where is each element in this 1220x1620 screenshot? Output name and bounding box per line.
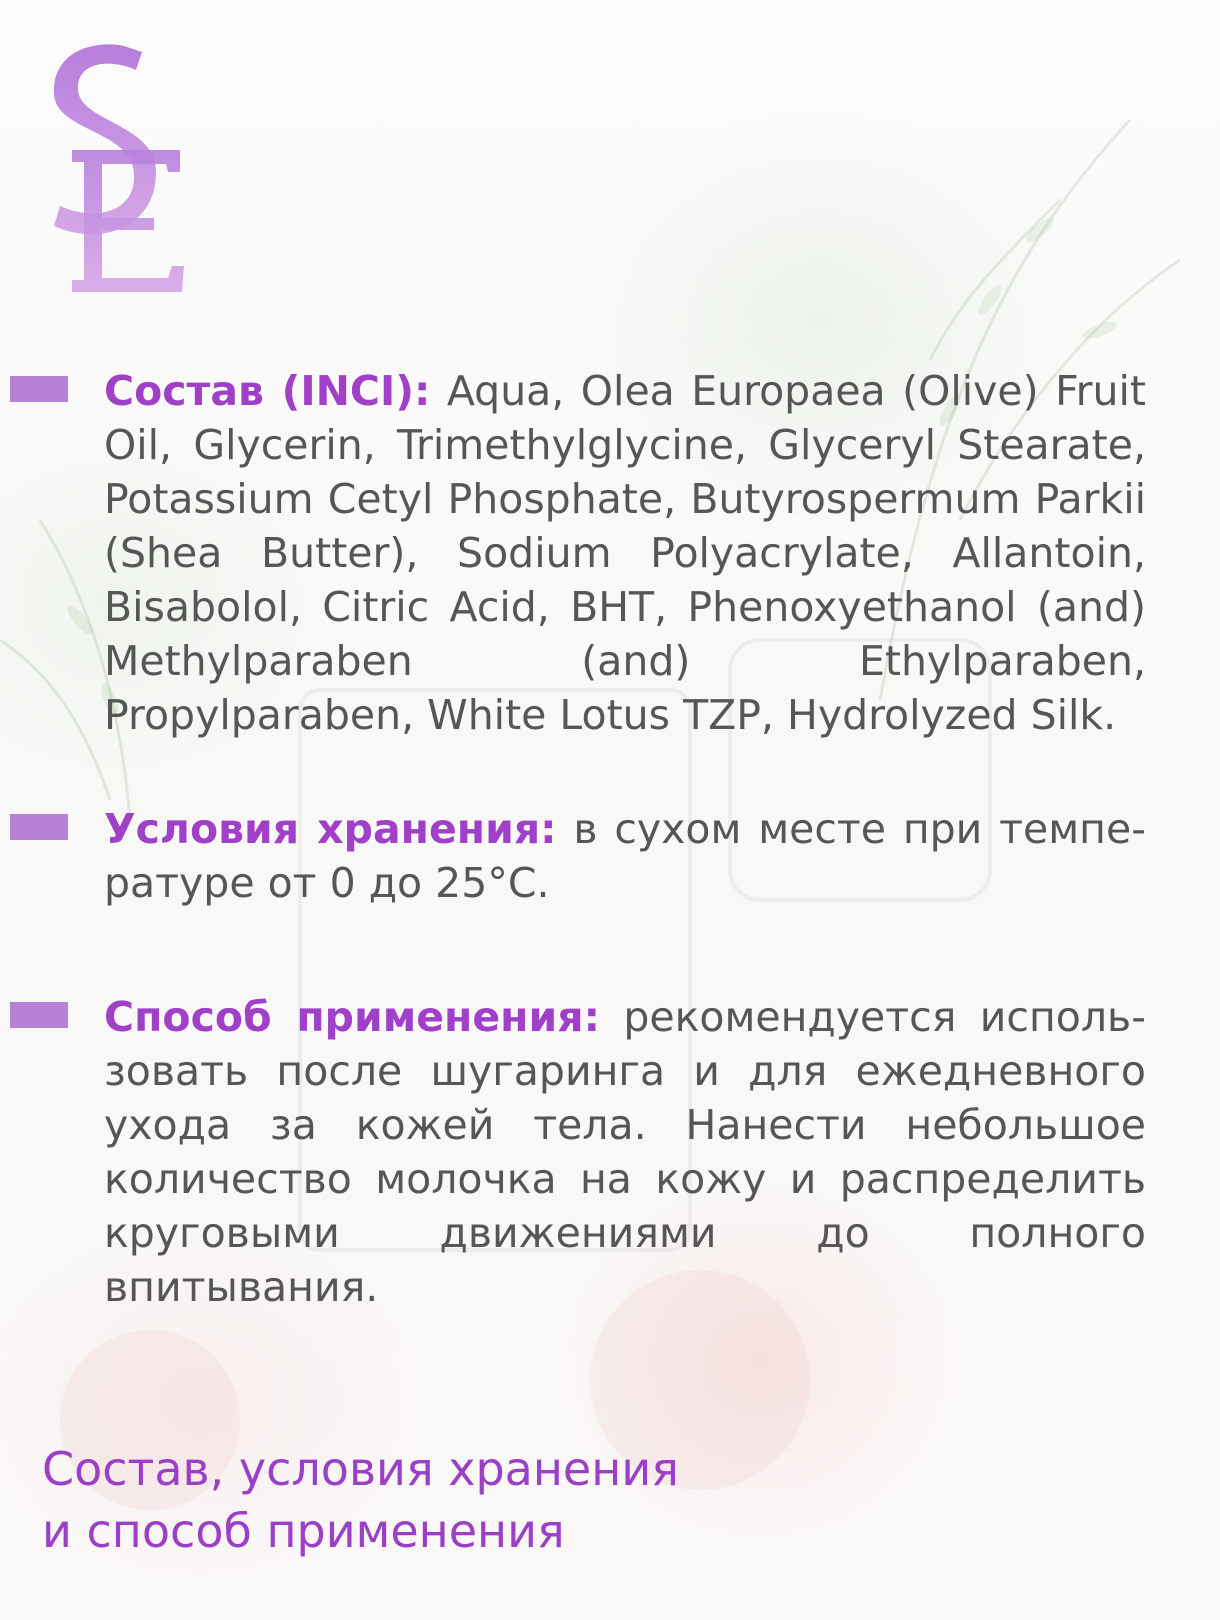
composition-section: [104, 364, 1146, 742]
usage-text: рекомендуется использовать после шугаринга и для ежедневного ухода за кожей тела. Нанести небольшое количество молочка на кожу и распределить круговыми движениями до полного впитывания.: [104, 993, 1147, 1311]
composition-heading: Состав (INCI):: [104, 367, 431, 415]
storage-section: [104, 802, 1146, 910]
storage-text: в сухом месте при температуре от 0 до 25°C.: [104, 805, 1146, 907]
usage-heading: Способ применения:: [104, 993, 600, 1041]
usage-section: [104, 990, 1146, 1314]
footer-title-line-2: и способ применения: [42, 1504, 565, 1558]
brand-logo: [40, 40, 190, 300]
footer-title-line-1: Состав, условия хранения: [42, 1442, 679, 1496]
storage-heading: Условия хранения:: [104, 805, 557, 853]
section-marker: [10, 376, 68, 402]
section-marker: [10, 814, 68, 840]
section-marker: [10, 1002, 68, 1028]
footer-title: [42, 1438, 1042, 1562]
composition-text: Aqua, Olea Europaea (Olive) Fruit Oil, Glycerin, Trimethylglycine, Glyceryl Stearate, Potassium Cetyl Phosphate, Butyrospermum Parkii (Shea Butter), Sodium Polyacrylate, Allantoin, Bisabolol, Citric Acid, BHT, Phenoxyethanol (and) Methylparaben (and) Ethylparaben, Propylparaben, White Lotus TZP, Hydrolyzed Silk.: [104, 367, 1146, 739]
